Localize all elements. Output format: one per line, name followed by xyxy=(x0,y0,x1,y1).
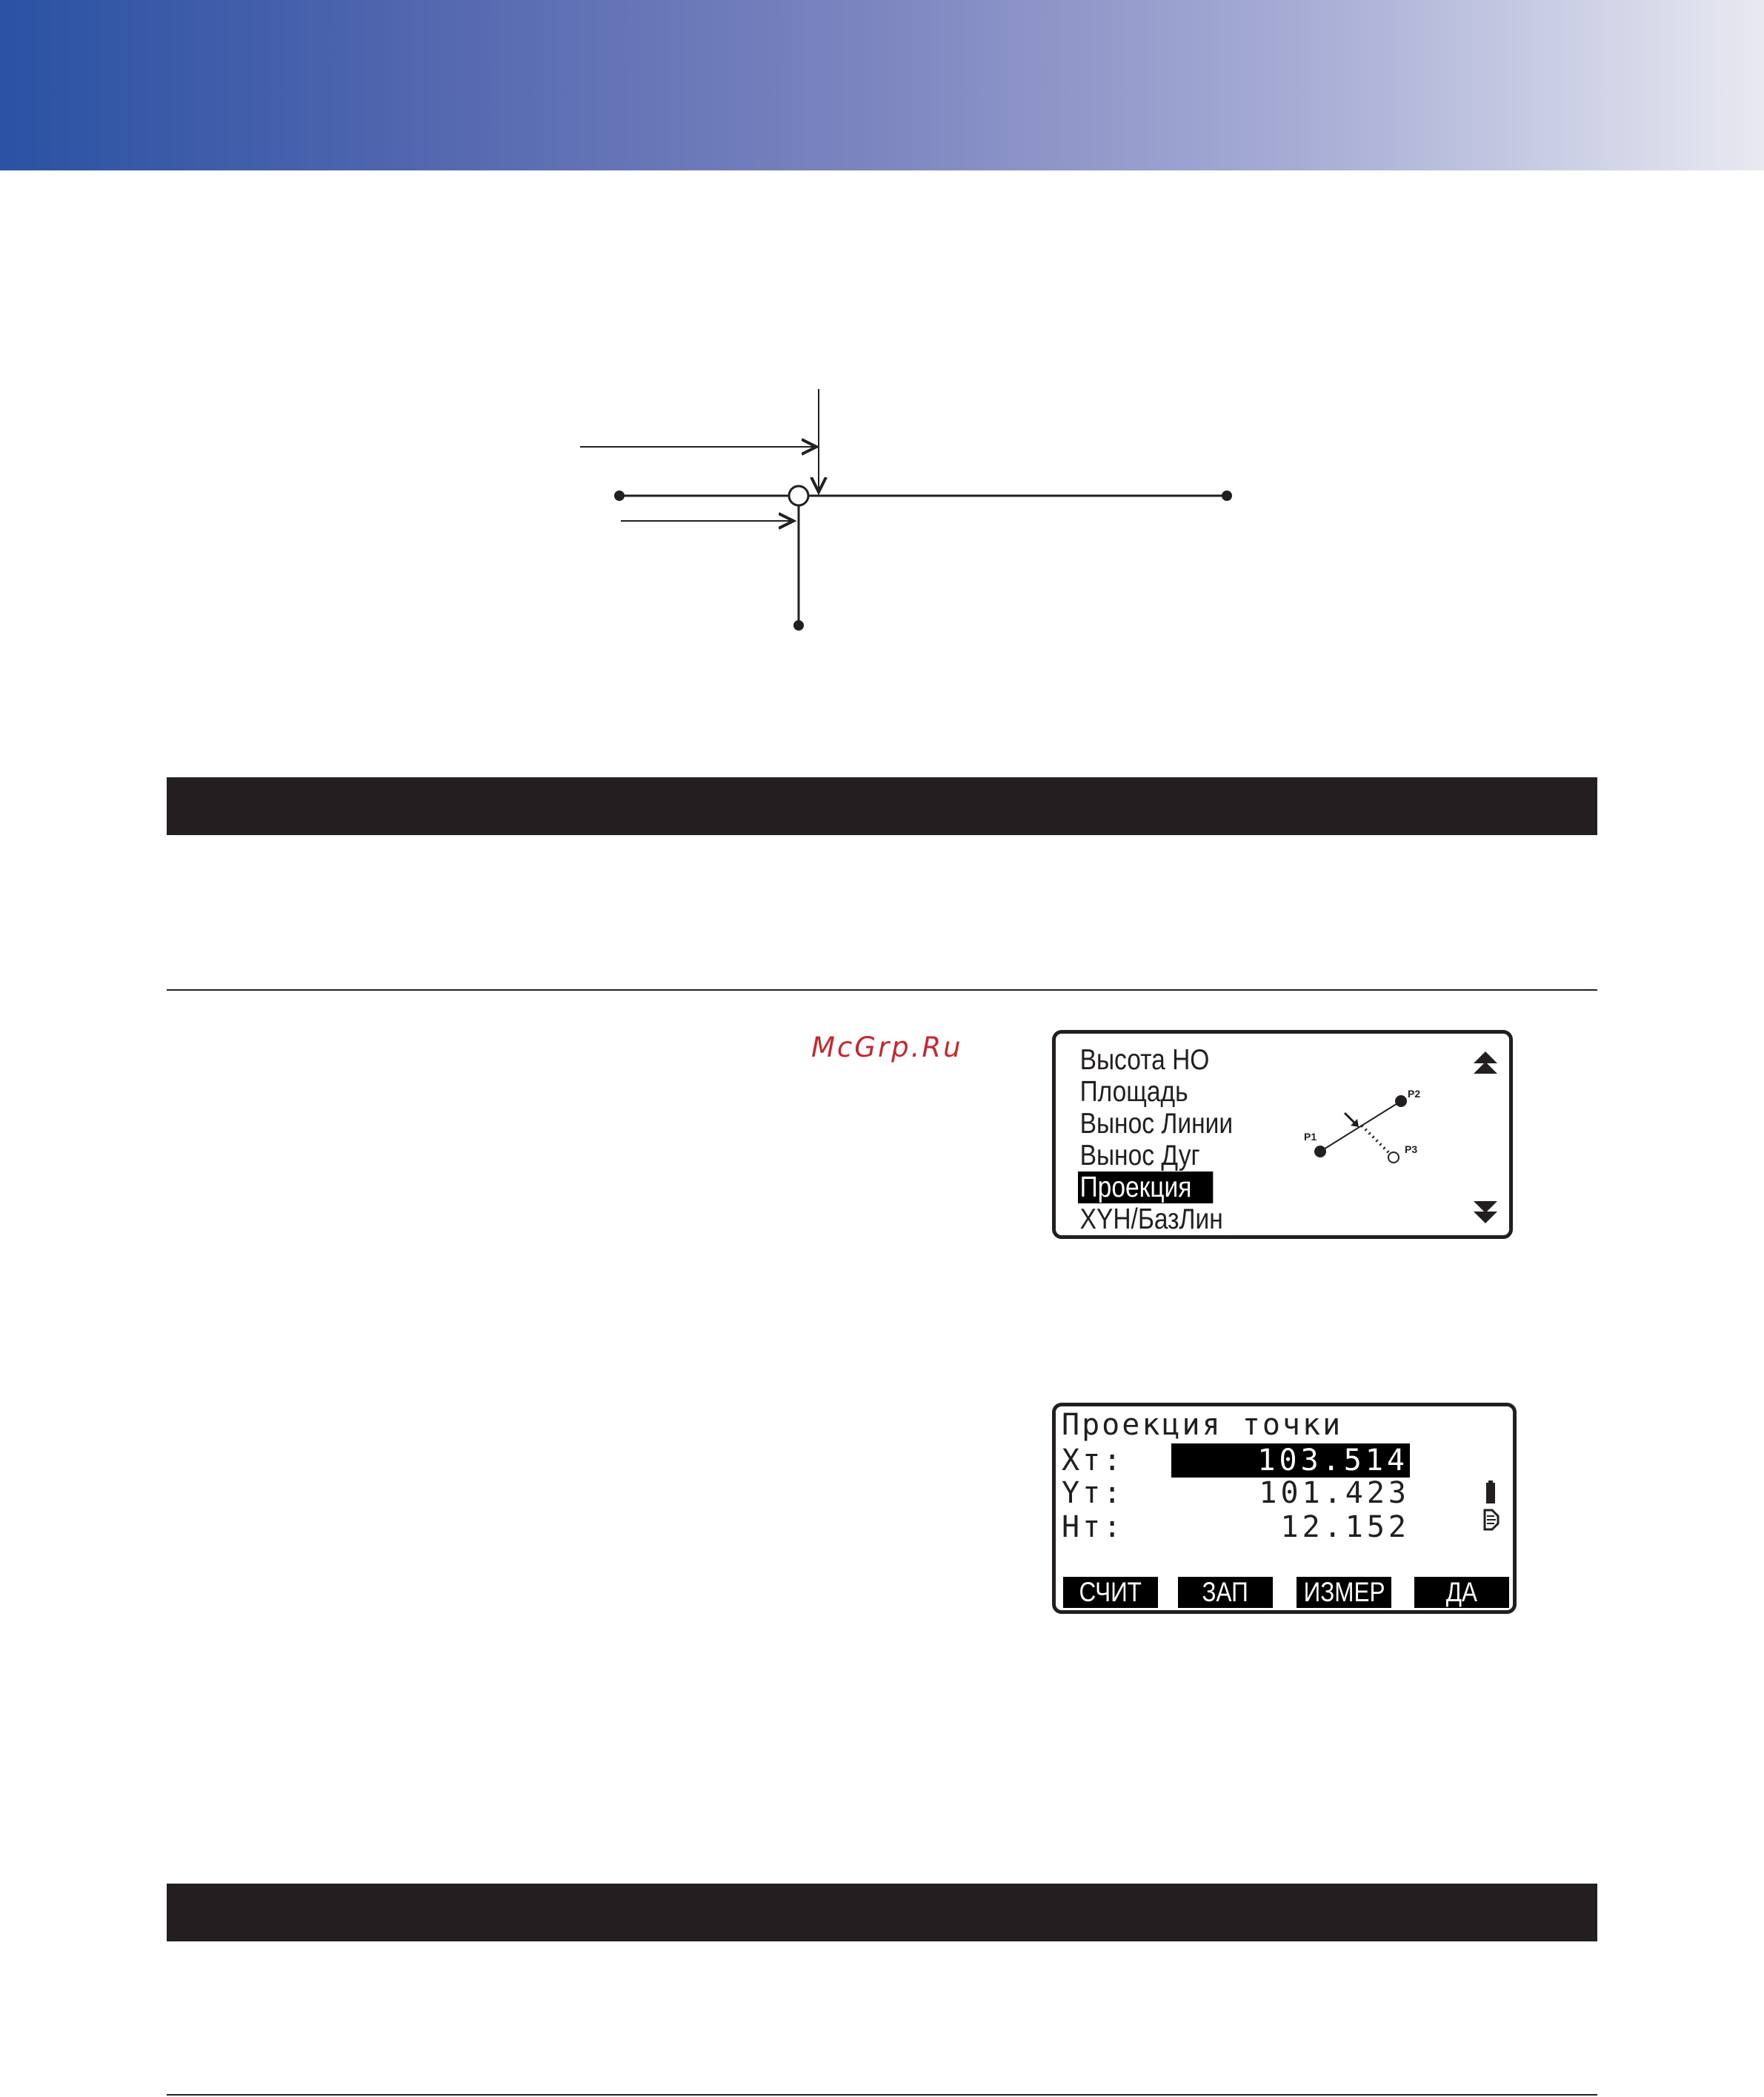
coord-row-x xyxy=(1062,1443,1410,1476)
projection-diagram xyxy=(0,0,1764,667)
figure-label-p3: P3 xyxy=(1405,1143,1418,1155)
target-point xyxy=(793,620,804,631)
scroll-down-icon[interactable] xyxy=(1472,1198,1499,1225)
screen-title: Проекция точки xyxy=(1062,1408,1343,1442)
menu-item-setout-arc[interactable]: Вынос Дуг xyxy=(1079,1140,1200,1172)
softkey-read[interactable]: СЧИТ xyxy=(1063,1577,1158,1608)
watermark: McGrp.Ru xyxy=(811,1031,963,1063)
coord-label-x: Xт: xyxy=(1062,1443,1125,1478)
coord-value-x[interactable]: 103.514 xyxy=(1171,1443,1410,1478)
baseline-end-point xyxy=(1222,491,1232,501)
softkey-ok[interactable]: ДА xyxy=(1414,1577,1509,1608)
section-header-bar-2 xyxy=(167,1884,1597,1941)
menu-item-area[interactable]: Площадь xyxy=(1079,1076,1188,1108)
softkey-record[interactable]: ЗАП xyxy=(1178,1577,1273,1608)
menu-item-projection[interactable]: Проекция xyxy=(1078,1172,1213,1203)
projection-point xyxy=(789,486,808,505)
coord-value-y[interactable]: 101.423 xyxy=(1259,1476,1410,1510)
section-header-bar-1 xyxy=(167,777,1597,835)
figure-label-p2: P2 xyxy=(1408,1088,1421,1100)
projection-screen xyxy=(1052,1403,1517,1614)
menu-list xyxy=(1078,1044,1261,1235)
coord-row-y xyxy=(1062,1476,1410,1509)
coord-label-h: Hт: xyxy=(1062,1510,1125,1544)
signal-icon xyxy=(1483,1509,1501,1531)
coord-value-h[interactable]: 12.152 xyxy=(1280,1510,1410,1544)
menu-item-height[interactable]: Высота НО xyxy=(1079,1044,1210,1076)
section-divider-2 xyxy=(167,2094,1597,2096)
section-divider-1 xyxy=(167,989,1597,991)
menu-screen xyxy=(1052,1030,1513,1239)
coord-row-h xyxy=(1062,1510,1410,1543)
menu-item-baseline[interactable]: XYH/БазЛин xyxy=(1079,1203,1223,1235)
scroll-up-icon[interactable] xyxy=(1472,1050,1499,1077)
projection-figure-icon xyxy=(1297,1087,1445,1169)
figure-label-p1: P1 xyxy=(1304,1131,1317,1143)
battery-icon xyxy=(1485,1480,1496,1504)
menu-item-setout-line[interactable]: Вынос Линии xyxy=(1079,1108,1234,1140)
coord-label-y: Yт: xyxy=(1062,1476,1125,1510)
softkey-measure[interactable]: ИЗМЕР xyxy=(1297,1577,1391,1608)
baseline-start-point xyxy=(614,491,625,501)
